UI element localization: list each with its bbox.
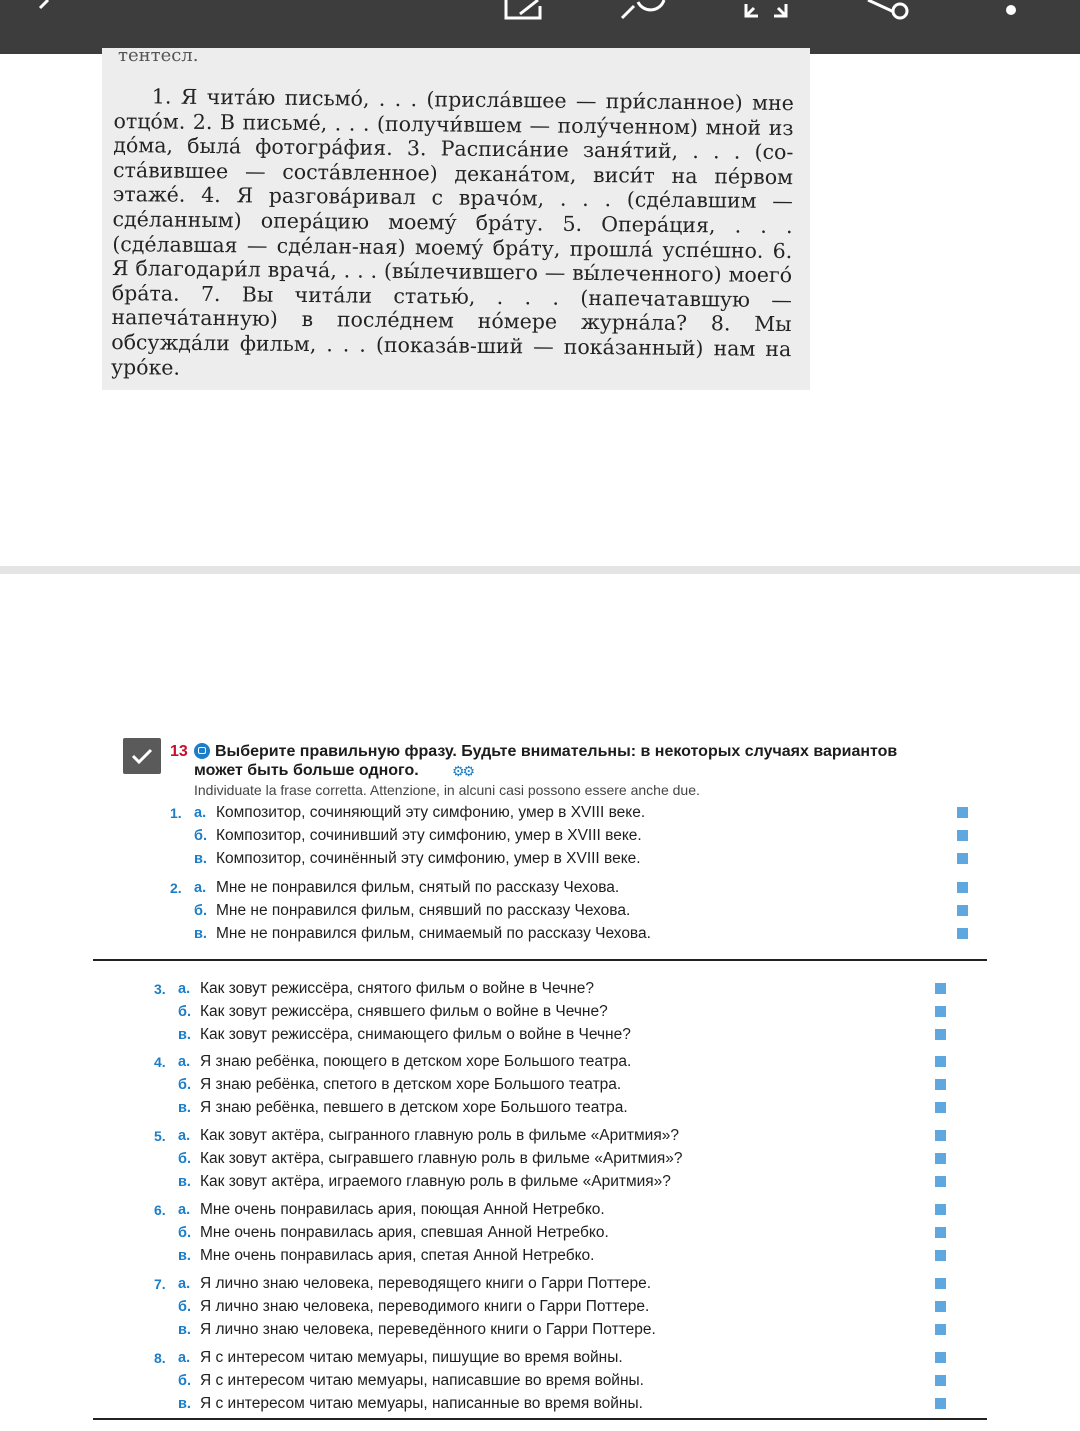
question-number: 2.: [170, 880, 182, 896]
bottom-rule: [93, 1418, 987, 1420]
option-letter: б.: [178, 1151, 191, 1167]
option-letter: в.: [178, 1322, 191, 1338]
option-letter: а.: [178, 1202, 191, 1218]
option-letter: б.: [178, 1225, 191, 1241]
edit-icon[interactable]: [502, 0, 546, 20]
answer-checkbox[interactable]: [957, 928, 968, 939]
question-number: 5.: [154, 1128, 166, 1144]
answer-checkbox[interactable]: [935, 1029, 946, 1040]
page-divider: [0, 566, 1080, 574]
answer-checkbox[interactable]: [957, 882, 968, 893]
back-icon[interactable]: [34, 0, 54, 20]
section-rule: [93, 959, 987, 961]
question-number: 8.: [154, 1350, 166, 1366]
exercise-title-continued: может быть больше одного.: [194, 762, 419, 779]
option-letter: а.: [178, 1350, 191, 1366]
option-letter: б.: [178, 1373, 191, 1389]
answer-checkbox[interactable]: [935, 1204, 946, 1215]
option-text: Как зовут режиссёра, снимающего фильм о войне в Чечне?: [200, 1026, 631, 1043]
option-text: Я знаю ребёнка, поющего в детском хоре Большого театра.: [200, 1053, 632, 1070]
answer-checkbox[interactable]: [935, 1250, 946, 1261]
option-letter: а.: [194, 880, 207, 896]
option-letter: в.: [178, 1100, 191, 1116]
option-letter: в.: [178, 1396, 191, 1412]
option-text: Я лично знаю человека, переведённого книги о Гарри Поттере.: [200, 1321, 656, 1338]
option-letter: б.: [194, 903, 207, 919]
option-text: Я лично знаю человека, переводящего книги о Гарри Поттере.: [200, 1275, 652, 1292]
option-text: Я с интересом читаю мемуары, написанные во время войны.: [200, 1395, 643, 1412]
difficulty-gears-icon: ⚙⚙: [452, 763, 474, 779]
option-letter: в.: [178, 1174, 191, 1190]
option-text: Как зовут актёра, сыгранного главную роль в фильме «Аритмия»?: [200, 1127, 679, 1144]
option-letter: б.: [178, 1299, 191, 1315]
answer-checkbox[interactable]: [935, 1006, 946, 1017]
option-letter: а.: [178, 981, 191, 997]
answer-checkbox[interactable]: [957, 853, 968, 864]
share-icon[interactable]: [864, 0, 912, 20]
question-number: 1.: [170, 805, 182, 821]
option-letter: а.: [194, 805, 207, 821]
option-text: Композитор, сочинивший эту симфонию, умер в XVIII веке.: [216, 827, 642, 844]
option-text: Мне не понравился фильм, снимаемый по рассказу Чехова.: [216, 925, 651, 942]
option-text: Как зовут актёра, сыгравшего главную роль в фильме «Аритмия»?: [200, 1150, 683, 1167]
option-letter: в.: [178, 1027, 191, 1043]
option-letter: в.: [194, 926, 207, 942]
exercise-type-icon: [194, 743, 210, 759]
cut-off-text: тентесл.: [118, 45, 199, 66]
option-text: Мне не понравился фильм, снятый по рассказу Чехова.: [216, 879, 620, 896]
answer-checkbox[interactable]: [935, 1102, 946, 1113]
checkmark-icon: [130, 746, 154, 766]
answer-checkbox[interactable]: [935, 983, 946, 994]
question-number: 4.: [154, 1054, 166, 1070]
exercise-title: Выберите правильную фразу. Будьте внимательны: в некоторых случаях вариантов: [215, 743, 898, 760]
option-letter: а.: [178, 1276, 191, 1292]
option-text: Я с интересом читаю мемуары, написавшие во время войны.: [200, 1372, 644, 1389]
answer-checkbox[interactable]: [935, 1375, 946, 1386]
answer-checkbox[interactable]: [935, 1324, 946, 1335]
answer-checkbox[interactable]: [935, 1278, 946, 1289]
option-text: Мне очень понравилась ария, поющая Анной Нетребко.: [200, 1201, 605, 1218]
option-text: Мне очень понравилась ария, спетая Анной Нетребко.: [200, 1247, 595, 1264]
scanned-page: [102, 45, 810, 390]
option-text: Как зовут актёра, играемого главную роль в фильме «Аритмия»?: [200, 1173, 671, 1190]
option-text: Я знаю ребёнка, певшего в детском хоре Большого театра.: [200, 1099, 628, 1116]
answer-checkbox[interactable]: [935, 1227, 946, 1238]
done-checkbox[interactable]: [123, 738, 161, 774]
answer-checkbox[interactable]: [935, 1301, 946, 1312]
answer-checkbox[interactable]: [935, 1130, 946, 1141]
answer-checkbox[interactable]: [935, 1176, 946, 1187]
option-letter: в.: [194, 851, 207, 867]
option-text: Композитор, сочиняющий эту симфонию, умер в XVIII веке.: [216, 804, 646, 821]
option-letter: а.: [178, 1128, 191, 1144]
more-icon[interactable]: [1004, 0, 1018, 20]
answer-checkbox[interactable]: [935, 1398, 946, 1409]
answer-checkbox[interactable]: [957, 905, 968, 916]
option-letter: б.: [178, 1004, 191, 1020]
option-letter: б.: [178, 1077, 191, 1093]
answer-checkbox[interactable]: [935, 1056, 946, 1067]
option-text: Мне очень понравилась ария, спевшая Анной Нетребко.: [200, 1224, 609, 1241]
answer-checkbox[interactable]: [935, 1079, 946, 1090]
question-number: 7.: [154, 1276, 166, 1292]
answer-checkbox[interactable]: [935, 1352, 946, 1363]
option-letter: а.: [178, 1054, 191, 1070]
option-text: Как зовут режиссёра, снявшего фильм о войне в Чечне?: [200, 1003, 608, 1020]
fullscreen-icon[interactable]: [744, 0, 788, 20]
option-letter: в.: [178, 1248, 191, 1264]
option-text: Я лично знаю человека, переводимого книги о Гарри Поттере.: [200, 1298, 650, 1315]
answer-checkbox[interactable]: [935, 1153, 946, 1164]
answer-checkbox[interactable]: [957, 830, 968, 841]
option-text: Я знаю ребёнка, спетого в детском хоре Большого театра.: [200, 1076, 622, 1093]
answer-checkbox[interactable]: [957, 807, 968, 818]
option-text: Как зовут режиссёра, снятого фильм о войне в Чечне?: [200, 980, 594, 997]
paragraph-text: 1. Я чита́ю письмо́, . . . (присла́вшее — при́сланное) мне отцо́м. 2. В письме́, . . . (получи́вшем — полу́ченном) мной из до́ма, была́ фотогра́фия. 3. Расписа́ние заня́тий, . . . (со-ста́вившее — соста́вленное) декана́том, виси́т на пе́рвом этаже́. 4. Я разгова́ривал с врачо́м, . . . (сде́лавшим — сде́ланным) опера́цию моему́ бра́ту. 5. Опера́ция, . . . (сде́лавшая — сде́лан-ная) моему́ бра́ту, прошла́ успе́шно. 6. Я благодари́л врача́, . . . (вы́лечившего — вы́леченного) моего́ бра́та. 7. Вы чита́ли статью́, . . . (напечатавшую — напеча́танную) в после́днем но́мере журна́ла? 8. Мы обсужда́ли фильм, . . . (показа́в-ший — пока́занный) нам на уро́ке.: [110, 84, 794, 380]
question-number: 3.: [154, 981, 166, 997]
exercise-number: 13: [170, 743, 188, 760]
search-icon[interactable]: [618, 0, 668, 20]
exercise-paragraph: [111, 84, 794, 386]
question-number: 6.: [154, 1202, 166, 1218]
option-text: Мне не понравился фильм, снявший по рассказу Чехова.: [216, 902, 631, 919]
option-text: Композитор, сочинённый эту симфонию, умер в XVIII веке.: [216, 850, 641, 867]
option-letter: б.: [194, 828, 207, 844]
exercise-subtitle: Individuate la frase corretta. Attenzione, in alcuni casi possono essere anche due.: [194, 782, 700, 798]
option-text: Я с интересом читаю мемуары, пишущие во время войны.: [200, 1349, 623, 1366]
